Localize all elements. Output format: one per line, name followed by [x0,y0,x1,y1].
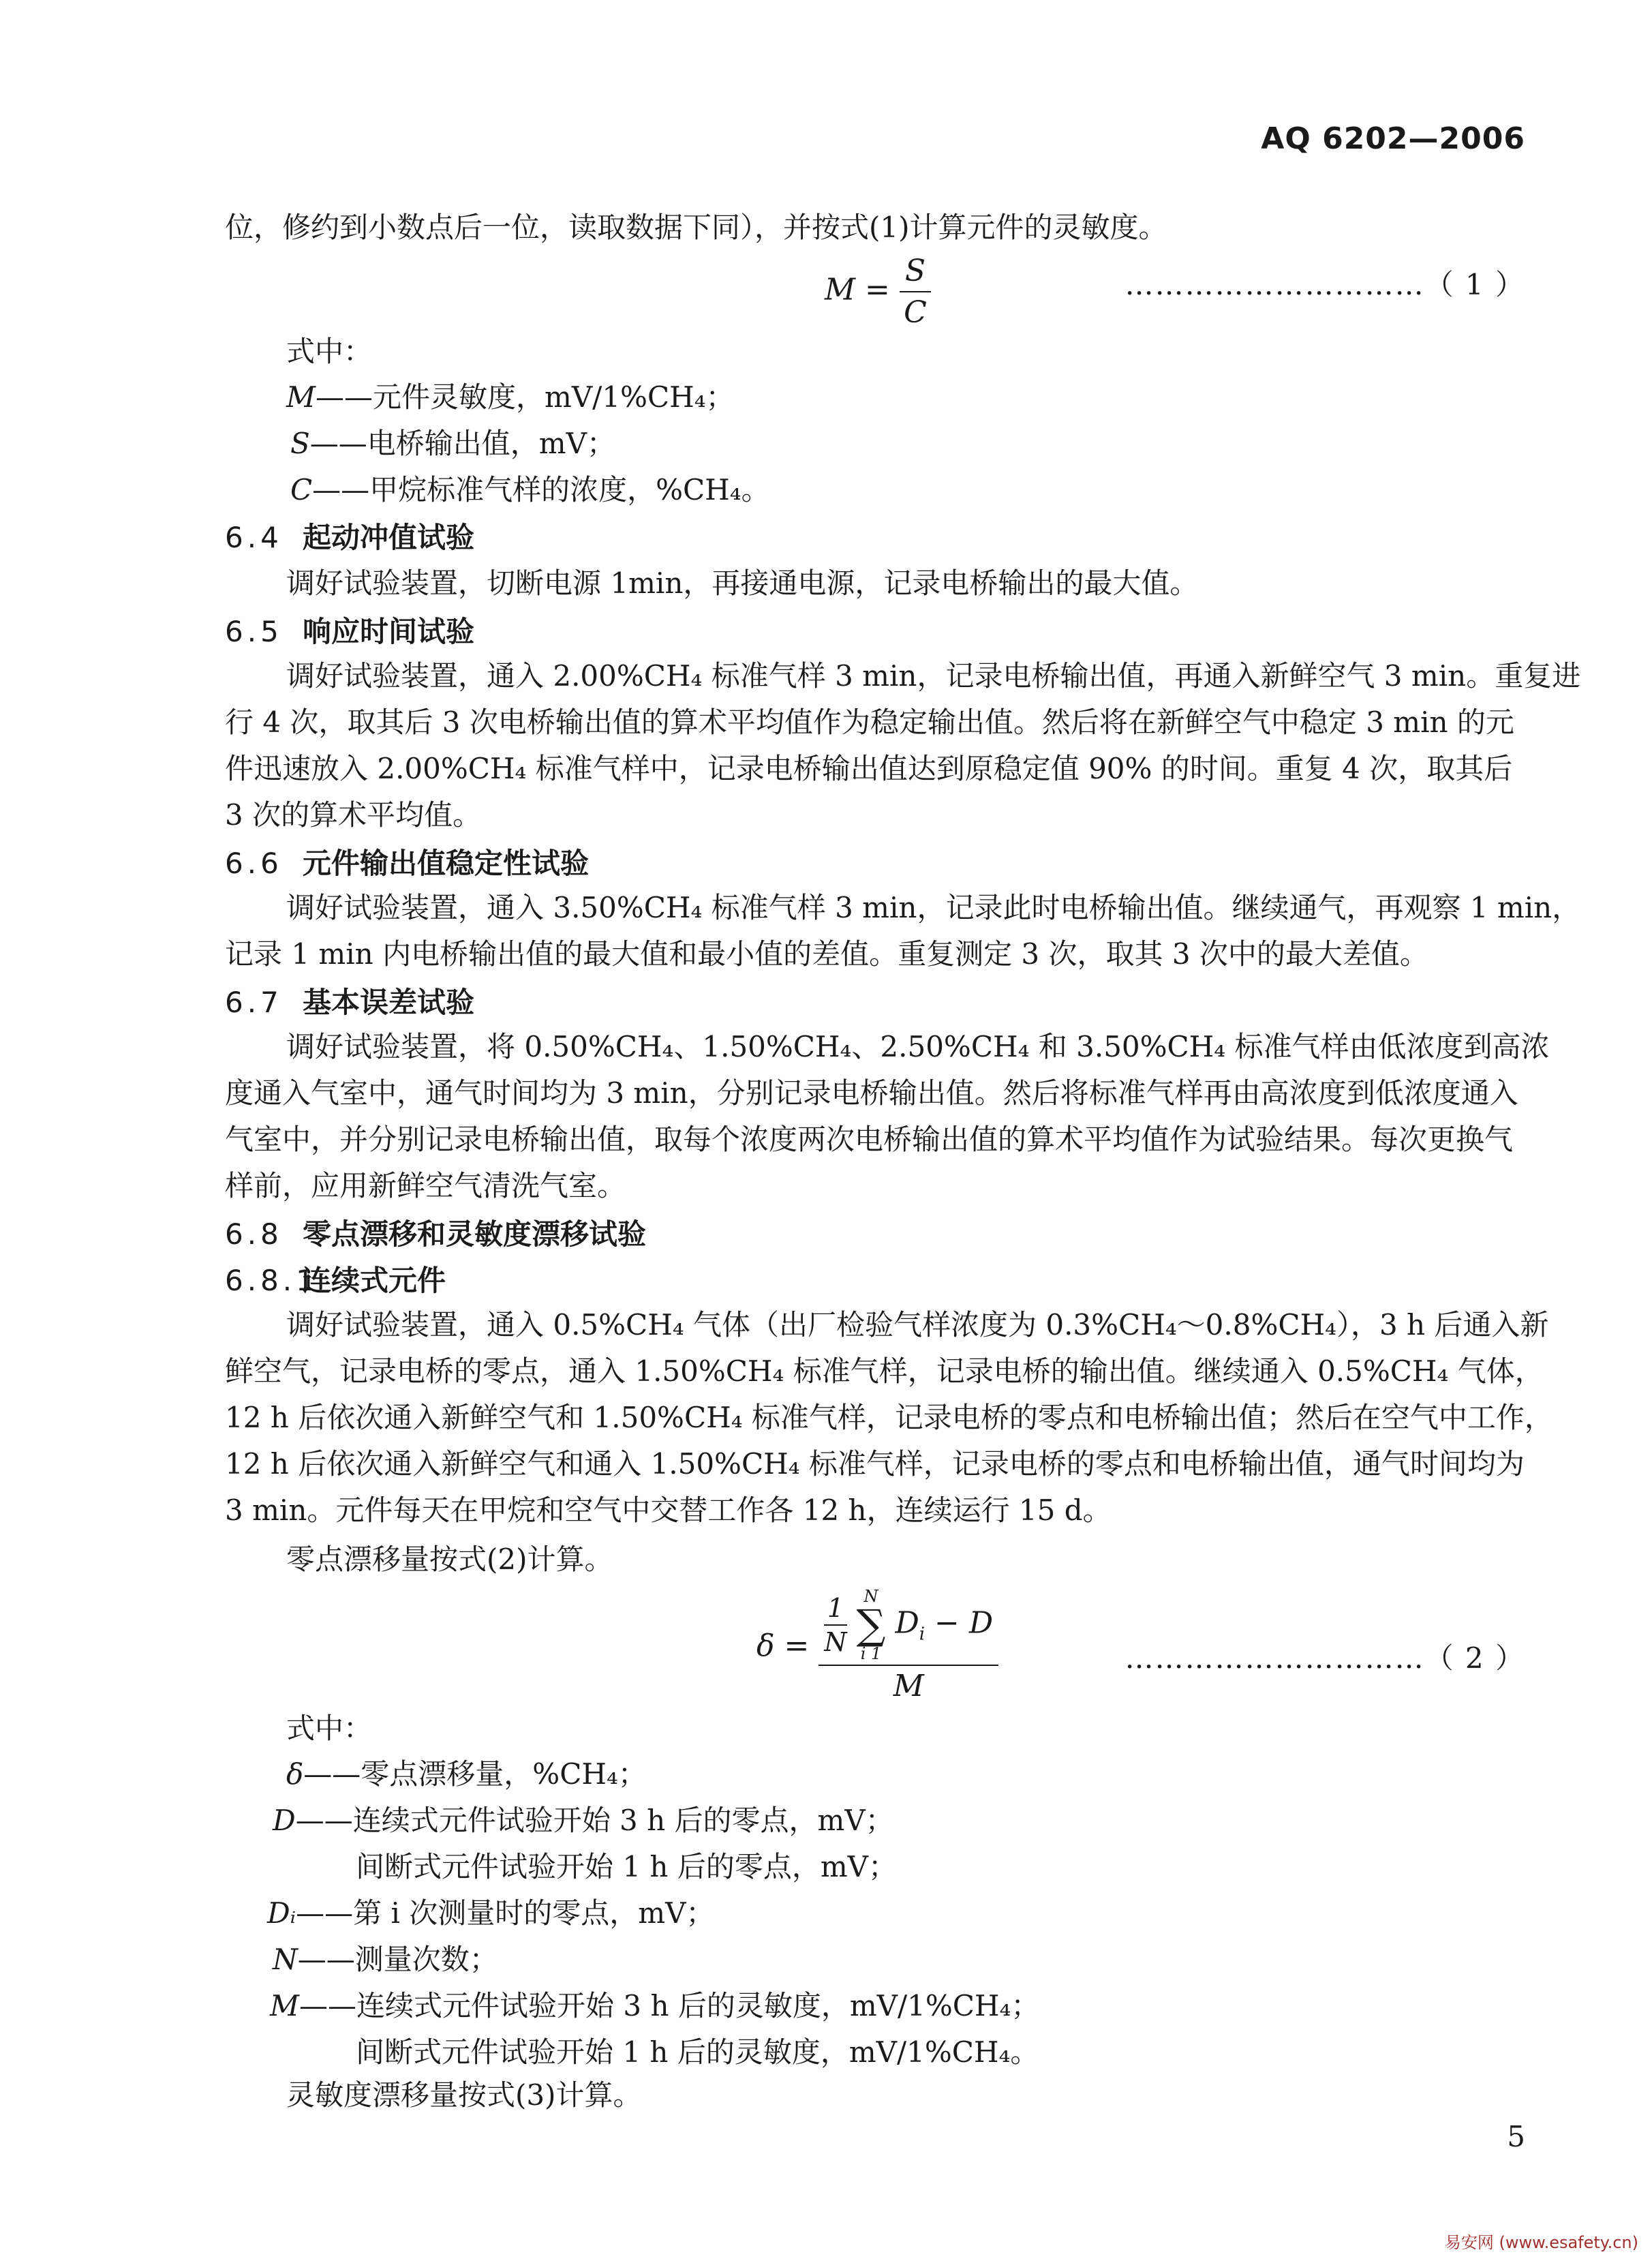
definition-item: 间断式元件试验开始 1 h 后的灵敏度，mV/1%CH₄。 [356,2035,1039,2069]
paragraph-line: 记录 1 min 内电桥输出值的最大值和最小值的差值。重复测定 3 次，取其 3 次中的最大差值。 [225,937,1428,971]
definition-item: 间断式元件试验开始 1 h 后的零点，mV； [356,1850,897,1883]
formula-2-lhs: δ = [756,1628,810,1663]
paragraph-line: 3 min。元件每天在甲烷和空气中交替工作各 12 h，连续运行 15 d。 [225,1493,1112,1527]
definition-item: Dᵢ——第 i 次测量时的零点，mV； [267,1896,715,1930]
section-heading-6-8: 6.8 零点漂移和灵敏度漂移试验 [225,1217,647,1251]
section-heading-6-5: 6.5 响应时间试验 [225,615,475,648]
definition-item: S——电桥输出值，mV； [290,427,615,460]
formula-1-lhs: M = [825,272,890,307]
paragraph-line: 行 4 次，取其后 3 次电桥输出值的算术平均值作为稳定输出值。然后将在新鲜空气中稳定 3 min 的元 [225,705,1514,739]
standard-code: AQ 6202—2006 [1261,121,1525,156]
section-heading-6-8-1: 6.8.1连续式元件 [225,1264,446,1297]
page-number: 5 [1507,2120,1525,2153]
calc-instruction: 零点漂移量按式(2)计算。 [286,1543,613,1576]
paragraph-line: 样前，应用新鲜空气清洗气室。 [225,1169,626,1202]
paragraph-line: 12 h 后依次通入新鲜空气和通入 1.50%CH₄ 标准气样，记录电桥的零点和电桥输出值，通气时间均为 [225,1447,1525,1481]
section-6-4-body: 调好试验装置，切断电源 1min，再接通电源，记录电桥输出的最大值。 [286,566,1199,600]
formula-1-denominator: C [904,295,927,330]
formula-1-numerator: S [900,254,931,292]
where-label-1: 式中： [286,335,373,368]
paragraph-line: 3 次的算术平均值。 [225,798,482,832]
definition-item: N——测量次数； [273,1943,498,1976]
watermark-footer: 易安网 (www.esafety.cn) [1444,2233,1638,2252]
paragraph-line: 鲜空气，记录电桥的零点，通入 1.50%CH₄ 标准气样，记录电桥的输出值。继续通入 0.5%CH₄ 气体， [225,1354,1544,1388]
formula-2-fraction [819,1588,998,1703]
paragraph-line: 件迅速放入 2.00%CH₄ 标准气样中，记录电桥输出值达到原稳定值 90% 的时间。重复 4 次，取其后 [225,752,1513,785]
formula-2-denominator: M [893,1669,924,1703]
one-over-n: $\frac{1}{N}$ [824,1593,847,1657]
intro-paragraph: 位，修约到小数点后一位，读取数据下同），并按式(1)计算元件的灵敏度。 [225,211,1167,244]
sigma-symbol: ∑ [856,1601,886,1649]
formula-2-numerator: $\frac{1}{N}$ N ∑ i 1 $D_i - D$ [819,1588,998,1666]
paragraph-line: 12 h 后依次通入新鲜空气和 1.50%CH₄ 标准气样，记录电桥的零点和电桥输出值；然后在空气中工作， [225,1401,1553,1434]
section-heading-6-6: 6.6 元件输出值稳定性试验 [225,847,590,880]
where-label-2: 式中： [286,1712,373,1745]
paragraph-line: 调好试验装置，通入 3.50%CH₄ 标准气样 3 min，记录此时电桥输出值。继续通气，再观察 1 min， [286,891,1581,924]
summation: N ∑ i 1 [856,1587,886,1663]
formula-1-fraction [900,254,931,330]
paragraph-line: 调好试验装置，通入 0.5%CH₄ 气体（出厂检验气样浓度为 0.3%CH₄～0.8%CH₄），3 h 后通入新 [286,1308,1549,1341]
definition-item: D——连续式元件试验开始 3 h 后的零点，mV； [273,1804,894,1837]
paragraph-line: 气室中，并分别记录电桥输出值，取每个浓度两次电桥输出值的算术平均值作为试验结果。每次更换气 [225,1123,1514,1156]
paragraph-line: 调好试验装置，将 0.50%CH₄、1.50%CH₄、2.50%CH₄ 和 3.50%CH₄ 标准气样由低浓度到高浓 [286,1030,1550,1063]
definition-item: C——甲烷标准气样的浓度，%CH₄。 [290,473,770,506]
formula-1-number: …………………………（ 1 ） [1125,268,1525,301]
definition-item: M——连续式元件试验开始 3 h 后的灵敏度，mV/1%CH₄； [270,1989,1040,2022]
formula-1 [825,254,931,330]
definition-item: M——元件灵敏度，mV/1%CH₄； [286,380,735,414]
definition-item: δ——零点漂移量，%CH₄； [286,1757,647,1791]
formula-2-number: …………………………（ 2 ） [1125,1641,1525,1675]
paragraph-line: 度通入气室中，通气时间均为 3 min，分别记录电桥输出值。然后将标准气样再由高浓度到低浓度通入 [225,1076,1518,1110]
formula-2 [756,1588,998,1703]
final-instruction: 灵敏度漂移量按式(3)计算。 [286,2078,642,2112]
section-heading-6-7: 6.7 基本误差试验 [225,986,475,1019]
section-heading-6-4: 6.4 起动冲值试验 [225,521,475,554]
paragraph-line: 调好试验装置，通入 2.00%CH₄ 标准气样 3 min，记录电桥输出值，再通入新鲜空气 3 min。重复进 [286,659,1581,693]
